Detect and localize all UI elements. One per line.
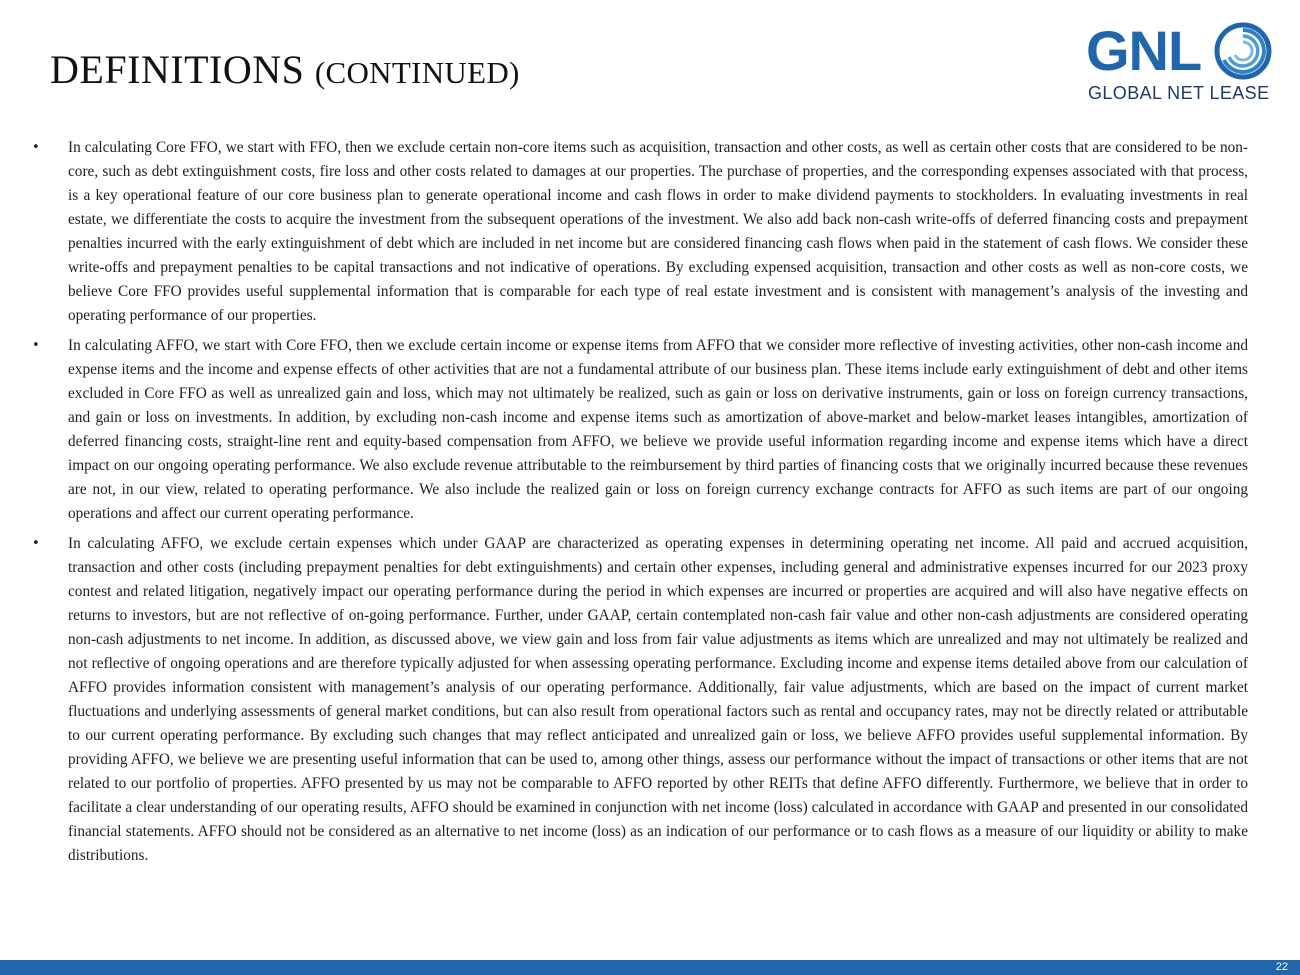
bullet-marker: •	[32, 140, 40, 155]
gnl-swirl-icon	[1214, 22, 1272, 80]
title-subtitle: (CONTINUED)	[314, 55, 520, 90]
title-main: DEFINITIONS	[50, 47, 305, 92]
logo-text: GLOBAL NET LEASE	[1088, 83, 1270, 103]
page-number: 22	[1275, 961, 1288, 973]
bullet-marker: •	[32, 536, 40, 551]
company-logo	[1084, 18, 1274, 108]
footer-bar	[0, 960, 1300, 975]
bullet-text: In calculating AFFO, we start with Core FFO, then we exclude certain income or expense items from AFFO that we consider more reflective of investing activities, other non-cash income and expense items and the income and expense effects of other activities that are not a fundamental attribute of our business plan. These items include early extinguishment of debt and other items excluded in Core FFO as well as unrealized gain and loss, which may not ultimately be realized, such as gain or loss on derivative instruments, gain or loss on foreign currency transactions, and gain or loss on investments. In addition, by excluding non-cash income and expense items such as amortization of above-market and below-market leases intangibles, amortization of deferred financing costs, straight-line rent and equity-based compensation from AFFO, we believe we provide useful information regarding income and expense items which have a direct impact on our ongoing operating performance. We also exclude revenue attributable to the reimbursement by third parties of financing costs that we originally incurred because these revenues are not, in our view, related to operating performance. We also include the realized gain or loss on foreign currency exchange contracts for AFFO as such items are part of our ongoing operations and affect our current operating performance.	[68, 337, 1248, 522]
page-title	[50, 44, 520, 99]
bullet-text: In calculating AFFO, we exclude certain expenses which under GAAP are characterized as operating expenses in determining operating net income. All paid and accrued acquisition, transaction and other costs (including prepayment penalties for debt extinguishments) and certain other expenses, including general and administrative expenses incurred for our 2023 proxy contest and related litigation, negatively impact our operating performance during the period in which expenses are incurred or properties are acquired and will also have negative effects on returns to investors, but are not reflective of on-going performance. Further, under GAAP, certain contemplated non-cash fair value and other non-cash adjustments are considered operating non-cash adjustments to net income. In addition, as discussed above, we view gain and loss from fair value adjustments as items which are unrealized and may not ultimately be realized and not reflective of ongoing operations and are therefore typically adjusted for when assessing operating performance. Excluding income and expense items detailed above from our calculation of AFFO provides information consistent with management’s analysis of our operating performance. Additionally, fair value adjustments, which are based on the impact of current market fluctuations and underlying assessments of general market conditions, but can also result from operational factors such as rental and occupancy rates, may not be directly related or attributable to our current operating performance. By excluding such changes that may reflect anticipated and unrealized gain or loss, we believe AFFO provides useful supplemental information. By providing AFFO, we believe we are presenting useful information that can be used to, among other things, assess our performance without the impact of transactions or other items that are not related to our portfolio of properties. AFFO presented by us may not be comparable to AFFO reported by other REITs that define AFFO differently. Furthermore, we believe that in order to facilitate a clear understanding of our operating results, AFFO should be examined in conjunction with net income (loss) calculated in accordance with GAAP and presented in our consolidated financial statements. AFFO should not be considered as an alternative to net income (loss) as an indication of our performance or to cash flows as a measure of our liquidity or ability to make distributions.	[68, 535, 1248, 864]
definition-bullet-core-ffo	[28, 136, 1248, 328]
bullet-marker: •	[32, 338, 40, 353]
bullet-text: In calculating Core FFO, we start with FFO, then we exclude certain non-core items such as acquisition, transaction and other costs, as well as certain other costs that are considered to be non-core, such as debt extinguishment costs, fire loss and other costs related to damages at our properties. The purchase of properties, and the corresponding expenses associated with that process, is a key operational feature of our core business plan to generate operational income and cash flows in order to make dividend payments to stockholders. In evaluating investments in real estate, we differentiate the costs to acquire the investment from the subsequent operations of the investment. We also add back non-cash write-offs of deferred financing costs and prepayment penalties incurred with the early extinguishment of debt which are included in net income but are considered financing cash flows when paid in the statement of cash flows. We consider these write-offs and prepayment penalties to be capital transactions and not indicative of operations. By excluding expensed acquisition, transaction and other costs as well as non-core costs, we believe Core FFO provides useful supplemental information that is comparable for each type of real estate investment and is consistent with management’s analysis of the investing and operating performance of our properties.	[68, 139, 1248, 324]
definitions-list	[28, 136, 1248, 874]
logo-mark: GNL	[1086, 19, 1202, 82]
definition-bullet-affo-exclusions	[28, 532, 1248, 868]
definition-bullet-affo-start	[28, 334, 1248, 526]
